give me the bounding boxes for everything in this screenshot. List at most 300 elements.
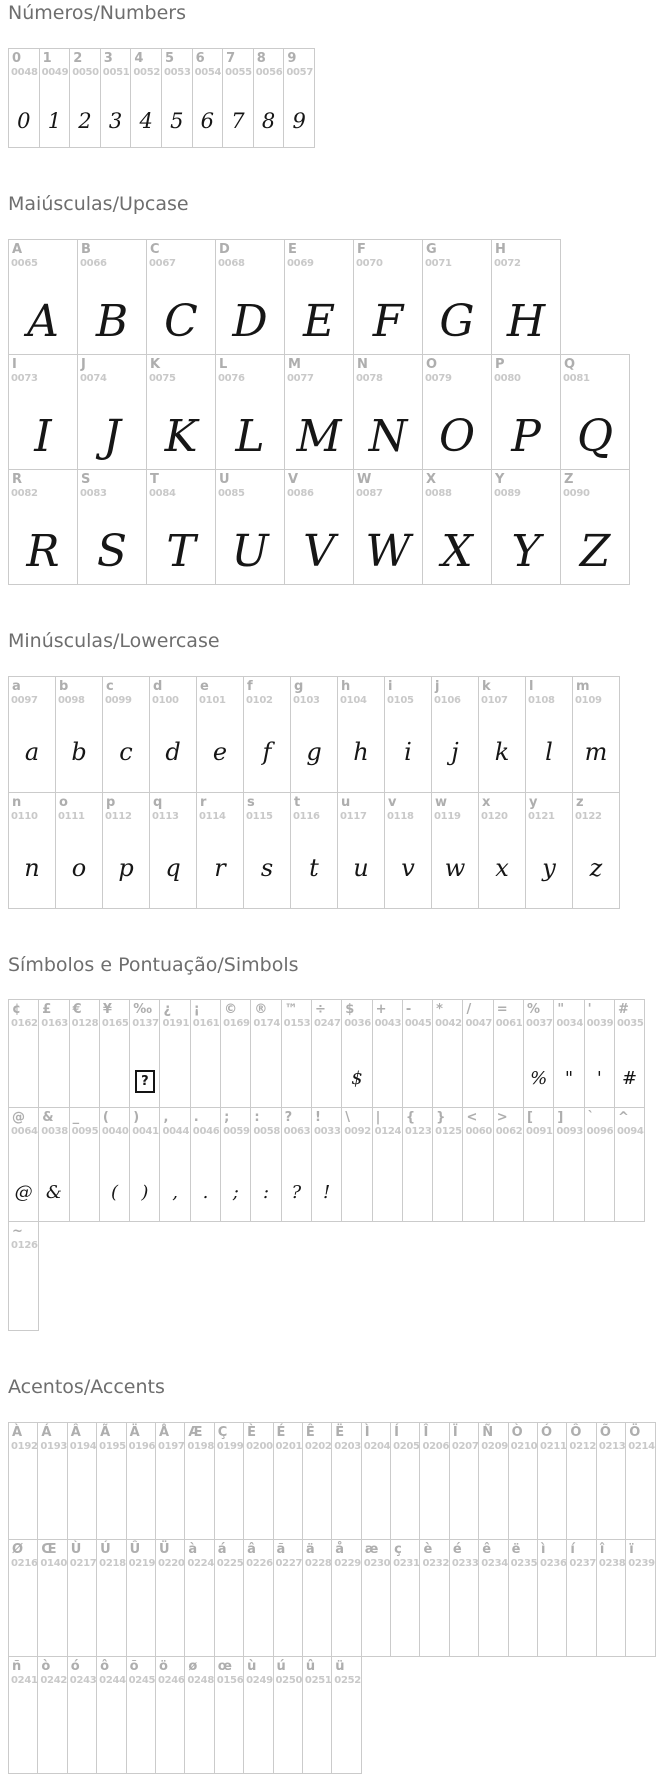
char-glyph-text: ? [291,1182,302,1204]
char-code: 0105 [387,694,414,706]
char-cell-0198 [184,1422,214,1540]
char-label: í [570,1542,575,1558]
char-label: x [482,794,491,810]
char-code: 0085 [218,487,245,499]
char-code: 0054 [194,66,222,78]
char-code: 0195 [99,1441,126,1453]
char-glyph-text: N [368,410,408,462]
char-glyph [130,1182,159,1203]
char-code: 0072 [494,257,521,269]
char-label: ë [511,1542,521,1558]
char-label: Á [41,1425,52,1441]
char-label: â [247,1542,256,1558]
char-code: 0128 [71,1018,99,1030]
char-cell-0113 [149,792,197,909]
char-glyph-text: W [365,525,411,577]
char-glyph-text: v [401,853,415,882]
section-title: Maiúsculas/Upcase [8,192,189,215]
char-code: 0140 [40,1558,68,1570]
char-label: ( [102,1110,109,1126]
char-code: 0217 [69,1558,97,1570]
char-label: ? [284,1110,293,1126]
char-code: 0210 [510,1441,538,1453]
char-cell-0104 [337,676,385,793]
char-glyph-text: k [494,737,510,766]
char-cell-0204 [361,1422,391,1540]
char-code: 0238 [598,1558,626,1570]
char-label: Ä [129,1425,140,1441]
char-label: ã [276,1542,286,1558]
char-code: 0226 [246,1558,273,1570]
char-code: 0194 [69,1441,97,1453]
char-glyph-text: t [309,853,319,882]
char-glyph-text: P [511,410,541,462]
char-glyph-text: M [296,410,342,462]
char-code: 0034 [556,1018,583,1030]
char-glyph-text: r [214,853,226,882]
char-glyph-text: a [24,737,40,766]
char-cell-0225 [214,1539,244,1657]
char-glyph-text: m [584,737,608,766]
char-label: Ç [217,1425,228,1441]
char-cell-0236 [537,1539,567,1657]
char-label: w [435,794,448,810]
char-code: 0115 [246,810,273,822]
char-code: 0225 [216,1558,244,1570]
char-code: 0220 [157,1558,185,1570]
char-label: Q [564,356,576,372]
char-code: 0124 [374,1126,402,1138]
char-cell-0116 [290,792,338,909]
char-code: 0108 [528,694,555,706]
char-code: 0201 [275,1441,303,1453]
char-label: 5 [164,50,175,66]
char-glyph [221,1182,250,1203]
char-label: 2 [73,50,83,66]
char-glyph-text: 6 [200,108,215,133]
char-label: ç [394,1542,402,1558]
char-glyph [479,854,525,882]
char-label: J [81,356,86,372]
char-code: 0053 [163,66,191,78]
char-cell-0096 [584,1107,615,1222]
char-cell-0205 [390,1422,420,1540]
char-label: € [72,1002,82,1018]
char-glyph [216,410,284,462]
char-glyph [103,854,149,882]
char-code: 0197 [157,1441,185,1453]
char-label: R [12,471,23,487]
char-code: 0071 [425,257,452,269]
char-code: 0104 [340,694,367,706]
char-code: 0088 [425,487,452,499]
char-cell-0042 [432,999,463,1108]
char-label: ö [158,1659,168,1675]
char-glyph-text: J [103,410,121,462]
char-label: ' [587,1002,592,1018]
char-code: 0234 [481,1558,508,1570]
char-glyph-text: 8 [261,108,276,133]
char-glyph [78,525,146,577]
char-label: Ú [100,1542,111,1558]
char-cell-0250 [273,1656,303,1774]
char-code: 0214 [628,1441,655,1453]
char-glyph [9,410,77,462]
char-code: 0231 [393,1558,420,1570]
char-code: 0161 [192,1018,220,1030]
char-cell-0230 [361,1539,391,1657]
char-cell-0072 [491,239,561,355]
char-glyph [615,1068,644,1089]
char-glyph [561,525,629,577]
char-label: W [357,471,372,487]
char-label: = [496,1002,508,1018]
char-glyph [244,738,290,766]
char-cell-0089 [491,469,561,585]
char-label: Â [70,1425,81,1441]
char-code: 0169 [223,1018,250,1030]
char-code: 0096 [586,1126,614,1138]
char-glyph [216,525,284,577]
char-code: 0097 [11,694,38,706]
char-cell-0206 [419,1422,449,1540]
char-cell-0244 [96,1656,126,1774]
char-cell-0219 [126,1539,156,1657]
char-code: 0232 [422,1558,450,1570]
char-code: 0211 [540,1441,567,1453]
char-code: 0051 [102,66,130,78]
char-code: 0057 [286,66,313,78]
char-cell-0114 [196,792,244,909]
char-glyph [526,854,572,882]
char-label: / [466,1002,472,1018]
char-label: Î [423,1425,429,1441]
char-label: \ [345,1110,351,1126]
char-label: á [217,1542,227,1558]
char-cell-0035 [614,999,645,1108]
char-glyph [291,854,337,882]
char-glyph-text: ) [141,1182,149,1204]
char-glyph [191,1182,220,1203]
char-glyph-text: j [451,737,459,766]
char-code: 0206 [422,1441,450,1453]
char-code: 0069 [287,257,314,269]
char-label: Ì [364,1425,370,1441]
char-glyph-text: l [545,737,553,766]
char-code: 0237 [569,1558,597,1570]
char-label: l [529,678,534,694]
char-glyph [385,738,431,766]
char-label: ` [587,1110,595,1126]
char-label: ò [41,1659,51,1675]
char-cell-0097 [8,676,56,793]
char-code: 0092 [344,1126,371,1138]
char-label: è [423,1542,433,1558]
char-cell-0231 [390,1539,420,1657]
char-cell-0228 [302,1539,332,1657]
char-cell-0080 [491,354,561,470]
char-label: q [153,794,163,810]
char-label: % [527,1002,541,1018]
char-glyph-text: h [353,737,369,766]
char-glyph-text: z [589,853,603,882]
char-glyph [432,854,478,882]
char-cell-0195 [96,1422,126,1540]
char-cell-0062 [493,1107,524,1222]
char-cell-0156 [214,1656,244,1774]
char-label: M [288,356,301,372]
char-code: 0082 [11,487,38,499]
char-glyph [9,854,55,882]
char-label: Æ [188,1425,203,1441]
section-numbers [8,3,661,148]
char-code: 0106 [434,694,461,706]
char-code: 0033 [313,1126,341,1138]
char-label: Ù [70,1542,82,1558]
char-code: 0074 [80,372,107,384]
char-code: 0191 [162,1018,190,1030]
char-glyph-text: . [202,1182,209,1204]
char-glyph-text: o [71,853,87,882]
char-label: é [452,1542,462,1558]
char-cell-0063 [281,1107,312,1222]
char-label: o [59,794,68,810]
char-glyph [216,295,284,347]
char-code: 0084 [149,487,176,499]
char-label: [ [527,1110,533,1126]
char-label: Ö [629,1425,641,1441]
char-glyph [9,109,39,133]
char-label: å [335,1542,345,1558]
char-glyph-text: Z [579,525,611,577]
char-code: 0043 [374,1018,402,1030]
char-label: 8 [256,50,266,66]
char-label: õ [129,1659,139,1675]
char-cell-0111 [55,792,103,909]
char-code: 0050 [72,66,99,78]
char-cell-0227 [273,1539,303,1657]
char-glyph-text: ; [232,1182,239,1204]
char-label: Õ [599,1425,611,1441]
char-code: 0112 [105,810,132,822]
char-label: < [466,1110,478,1126]
char-cell-0064 [8,1107,39,1222]
char-cell-0057 [283,48,315,148]
char-code: 0079 [425,372,452,384]
char-cell-0067 [146,239,216,355]
char-code: 0063 [283,1126,311,1138]
char-glyph-text: q [165,853,181,882]
char-cell-0092 [341,1107,372,1222]
char-cell-0098 [55,676,103,793]
char-code: 0218 [99,1558,126,1570]
char-label: Ñ [482,1425,494,1441]
char-cell-0106 [431,676,479,793]
char-cell-0169 [220,999,251,1108]
char-cell-0123 [402,1107,433,1222]
char-label: ü [335,1659,345,1675]
char-code: 0036 [344,1018,371,1030]
char-cell-0059 [220,1107,251,1222]
char-code: 0040 [101,1126,129,1138]
char-glyph-text: X [441,525,473,577]
char-code: 0045 [404,1018,432,1030]
char-cell-0214 [625,1422,655,1540]
char-label: > [496,1110,508,1126]
char-label: Y [495,471,505,487]
char-label: ~ [12,1224,23,1240]
char-cell-0075 [146,354,216,470]
char-cell-0196 [126,1422,156,1540]
char-label: Ë [335,1425,345,1441]
char-glyph [244,854,290,882]
char-cell-0125 [432,1107,463,1222]
char-code: 0125 [435,1126,462,1138]
section-title: Números/Numbers [8,2,186,24]
char-glyph [291,738,337,766]
char-row [8,239,661,355]
char-glyph-text: i [404,737,412,766]
char-label: _ [72,1110,80,1126]
char-glyph-text: Y [511,525,541,577]
char-cell-0117 [337,792,385,909]
char-cell-0068 [215,239,285,355]
char-glyph [254,109,284,133]
char-glyph-text: H [506,295,546,347]
char-label: - [405,1002,412,1018]
char-cell-0194 [67,1422,97,1540]
char-glyph [70,109,100,133]
char-label: a [12,678,21,694]
char-label: Ê [305,1425,315,1441]
char-row [8,354,661,470]
char-glyph-text: K [164,410,198,462]
char-label: ù [247,1659,257,1675]
char-label: æ [364,1542,379,1558]
char-label: ; [224,1110,230,1126]
char-cell-0124 [372,1107,403,1222]
char-cell-0071 [422,239,492,355]
char-code: 0248 [187,1675,214,1687]
char-glyph [197,738,243,766]
char-code: 0107 [481,694,508,706]
char-cell-0210 [508,1422,538,1540]
char-cell-0211 [537,1422,567,1540]
char-glyph-text: I [34,410,52,462]
char-glyph [524,1068,553,1089]
char-label: ™ [284,1002,298,1018]
char-label: ! [314,1110,321,1126]
char-code: 0126 [11,1240,38,1252]
char-cell-0099 [102,676,150,793]
char-code: 0174 [253,1018,281,1030]
char-glyph-text: G [439,295,475,347]
char-glyph-text: g [306,737,322,766]
char-code: 0242 [40,1675,68,1687]
char-code: 0073 [11,372,38,384]
char-label: X [426,471,437,487]
char-cell-0119 [431,792,479,909]
char-glyph [573,854,619,882]
char-glyph [39,1182,68,1203]
char-code: 0244 [99,1675,126,1687]
char-code: 0109 [575,694,602,706]
section-title: Acentos/Accents [8,1376,165,1399]
char-cell-0091 [523,1107,554,1222]
char-glyph [40,109,70,133]
char-glyph-text: u [353,853,369,882]
char-label: ) [133,1110,140,1126]
char-cell-0140 [37,1539,67,1657]
char-label: ä [305,1542,315,1558]
char-cell-0238 [596,1539,626,1657]
char-label: H [495,241,506,257]
char-code: 0091 [526,1126,553,1138]
char-code: 0055 [225,66,252,78]
char-code: 0039 [586,1018,614,1030]
char-cell-0076 [215,354,285,470]
char-code: 0119 [434,810,461,822]
char-glyph [312,1182,341,1203]
char-code: 0089 [494,487,521,499]
char-code: 0037 [526,1018,553,1030]
char-cell-0193 [37,1422,67,1540]
char-code: 0056 [255,66,283,78]
char-cell-0118 [384,792,432,909]
char-cell-0105 [384,676,432,793]
char-label: 0 [12,50,22,66]
char-cell-0055 [222,48,254,148]
char-glyph [251,1182,280,1203]
char-code: 0251 [304,1675,332,1687]
char-label: ¡ [193,1002,200,1018]
char-label: A [12,241,23,257]
char-code: 0052 [133,66,161,78]
char-code: 0059 [223,1126,250,1138]
char-code: 0230 [363,1558,391,1570]
char-cell-0122 [572,792,620,909]
char-label: I [12,356,17,372]
char-label: Ò [511,1425,523,1441]
char-code: 0163 [41,1018,68,1030]
char-glyph [354,525,422,577]
char-label: # [617,1002,629,1018]
char-label: E [288,241,297,257]
char-glyph-text: $ [351,1068,363,1090]
char-glyph [9,738,55,766]
char-glyph [9,295,77,347]
char-label: t [294,794,301,810]
char-cell-0126 [8,1221,39,1331]
char-cell-0120 [478,792,526,909]
char-glyph-text: O [438,410,476,462]
char-cell-0034 [553,999,584,1108]
char-cell-0209 [478,1422,508,1540]
char-code: 0064 [11,1126,38,1138]
char-glyph [130,1070,159,1089]
char-cell-0203 [331,1422,361,1540]
char-code: 0204 [363,1441,391,1453]
char-code: 0153 [283,1018,311,1030]
char-label: Å [158,1425,170,1441]
char-label: ¿ [163,1002,172,1018]
char-label: 4 [134,50,144,66]
char-code: 0123 [404,1126,432,1138]
char-label: z [576,794,584,810]
char-cell-0212 [566,1422,596,1540]
char-glyph [285,410,353,462]
char-glyph [342,1068,371,1089]
